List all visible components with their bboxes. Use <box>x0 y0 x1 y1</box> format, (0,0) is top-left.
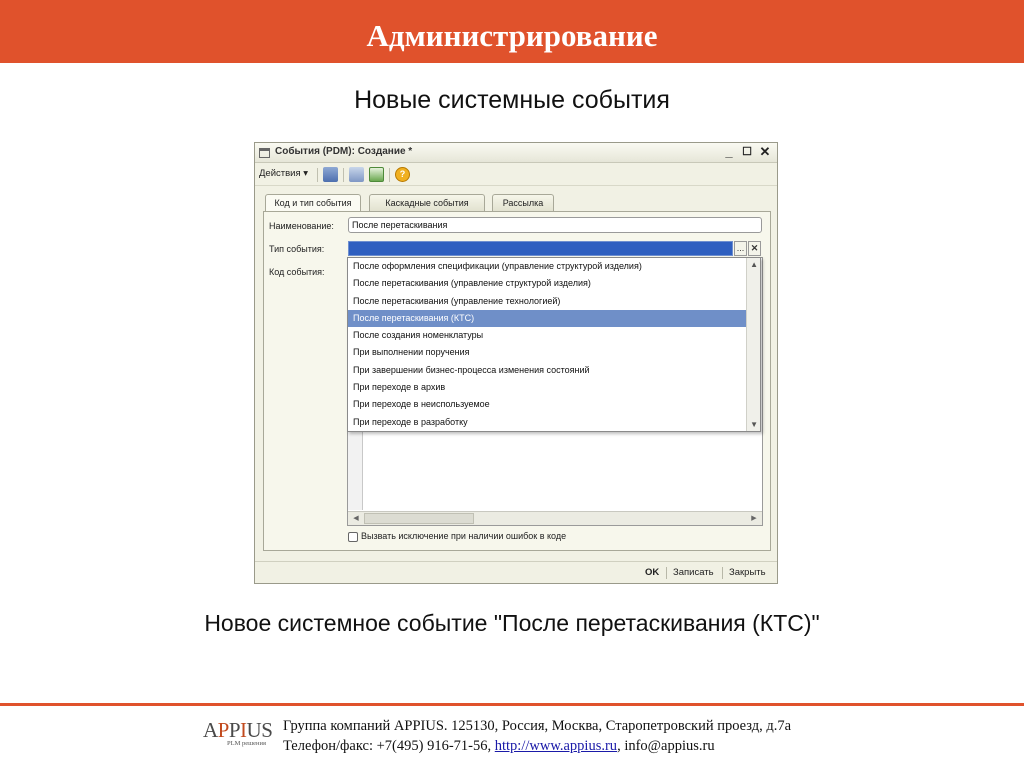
appius-logo <box>203 719 273 751</box>
logo-letter: I <box>240 718 247 742</box>
name-input[interactable]: После перетаскивания <box>348 217 762 233</box>
footer-email: , info@appius.ru <box>617 738 715 754</box>
actions-menu[interactable]: Действия ▾ <box>259 168 309 179</box>
document-add-icon[interactable] <box>369 167 384 182</box>
close-button[interactable]: ✕ <box>759 144 771 159</box>
website-link[interactable]: http://www.appius.ru <box>494 738 618 754</box>
dropdown-item[interactable]: При завершении бизнес-процесса изменения состояний <box>353 364 590 375</box>
toolbar <box>255 164 777 186</box>
event-type-clear-button[interactable]: ✕ <box>748 241 761 256</box>
scroll-left-icon[interactable]: ◀ <box>353 515 359 522</box>
event-type-dropdown[interactable] <box>347 257 761 432</box>
scroll-down-icon[interactable]: ▼ <box>750 420 758 429</box>
button-separator <box>722 567 723 579</box>
event-type-label: Тип события: <box>269 244 325 254</box>
logo-tagline: PLM решения <box>227 740 266 747</box>
logo-wordmark <box>203 719 273 741</box>
dropdown-item[interactable]: После перетаскивания (управление технологией) <box>353 295 561 306</box>
table-icon <box>259 148 270 158</box>
dropdown-item[interactable]: После создания номенклатуры <box>353 330 484 341</box>
event-window <box>254 142 778 584</box>
ok-button[interactable]: OK <box>645 567 660 578</box>
scroll-up-icon[interactable]: ▲ <box>750 260 758 269</box>
maximize-button[interactable]: ☐ <box>742 146 752 158</box>
minimize-button[interactable]: _ <box>725 144 733 159</box>
event-code-label: Код события: <box>269 267 325 277</box>
dropdown-item[interactable]: После оформления спецификации (управление структурой изделия) <box>353 261 642 271</box>
event-type-choose-button[interactable]: ... <box>734 241 747 256</box>
save-icon[interactable] <box>323 167 338 182</box>
scroll-right-icon[interactable]: ▶ <box>751 515 757 522</box>
dropdown-item[interactable]: При переходе в неиспользуемое <box>353 399 490 410</box>
save-button[interactable]: Записать <box>673 567 714 578</box>
tab-cascade-events[interactable]: Каскадные события <box>369 194 485 211</box>
window-titlebar[interactable] <box>255 143 777 163</box>
raise-exception-label: Вызвать исключение при наличии ошибок в коде <box>361 531 567 541</box>
logo-letter: P <box>228 718 241 742</box>
dropdown-item[interactable]: При переходе в разработку <box>353 416 468 427</box>
page-title: Администрирование <box>366 18 658 53</box>
slide-caption: Новое системное событие "После перетаскивания (КТС)" <box>204 610 820 636</box>
help-icon[interactable]: ? <box>395 167 410 182</box>
execute-icon[interactable] <box>349 167 364 182</box>
dropdown-item[interactable]: При выполнении поручения <box>353 347 470 358</box>
footer-contacts <box>283 716 791 756</box>
dropdown-list <box>348 258 760 431</box>
name-label: Наименование: <box>269 221 334 231</box>
scroll-thumb[interactable] <box>364 513 474 524</box>
close-window-button[interactable]: Закрыть <box>729 567 766 578</box>
dropdown-item[interactable]: При переходе в архив <box>353 382 446 393</box>
toolbar-separator <box>389 168 390 182</box>
footer-divider <box>0 703 1024 706</box>
window-title: События (PDM): Создание * <box>275 146 413 157</box>
event-type-select[interactable] <box>348 241 733 256</box>
horizontal-scrollbar[interactable] <box>348 511 762 525</box>
logo-letter: US <box>246 718 273 742</box>
toolbar-separator <box>317 168 318 182</box>
tab-code-and-type[interactable]: Код и тип события <box>265 194 361 212</box>
logo-letter: P <box>217 718 229 742</box>
toolbar-separator <box>343 168 344 182</box>
window-buttons-bar <box>255 561 777 583</box>
footer-address: Группа компаний APPIUS. 125130, Россия, Москва, Старопетровский проезд, д.7а <box>283 718 792 734</box>
dropdown-item[interactable]: После перетаскивания (управление структурой изделия) <box>353 278 591 289</box>
raise-exception-checkbox[interactable] <box>348 532 358 542</box>
footer-phone-line <box>283 736 791 756</box>
tab-mailing[interactable]: Рассылка <box>492 194 554 211</box>
logo-letter: A <box>203 718 218 742</box>
footer-phone: Телефон/факс: +7(495) 916-71-56, <box>283 738 495 754</box>
dropdown-scrollbar[interactable] <box>746 258 760 431</box>
button-separator <box>666 567 667 579</box>
slide-subtitle: Новые системные события <box>354 86 670 114</box>
dropdown-item[interactable]: После перетаскивания (КТС) <box>348 310 760 327</box>
